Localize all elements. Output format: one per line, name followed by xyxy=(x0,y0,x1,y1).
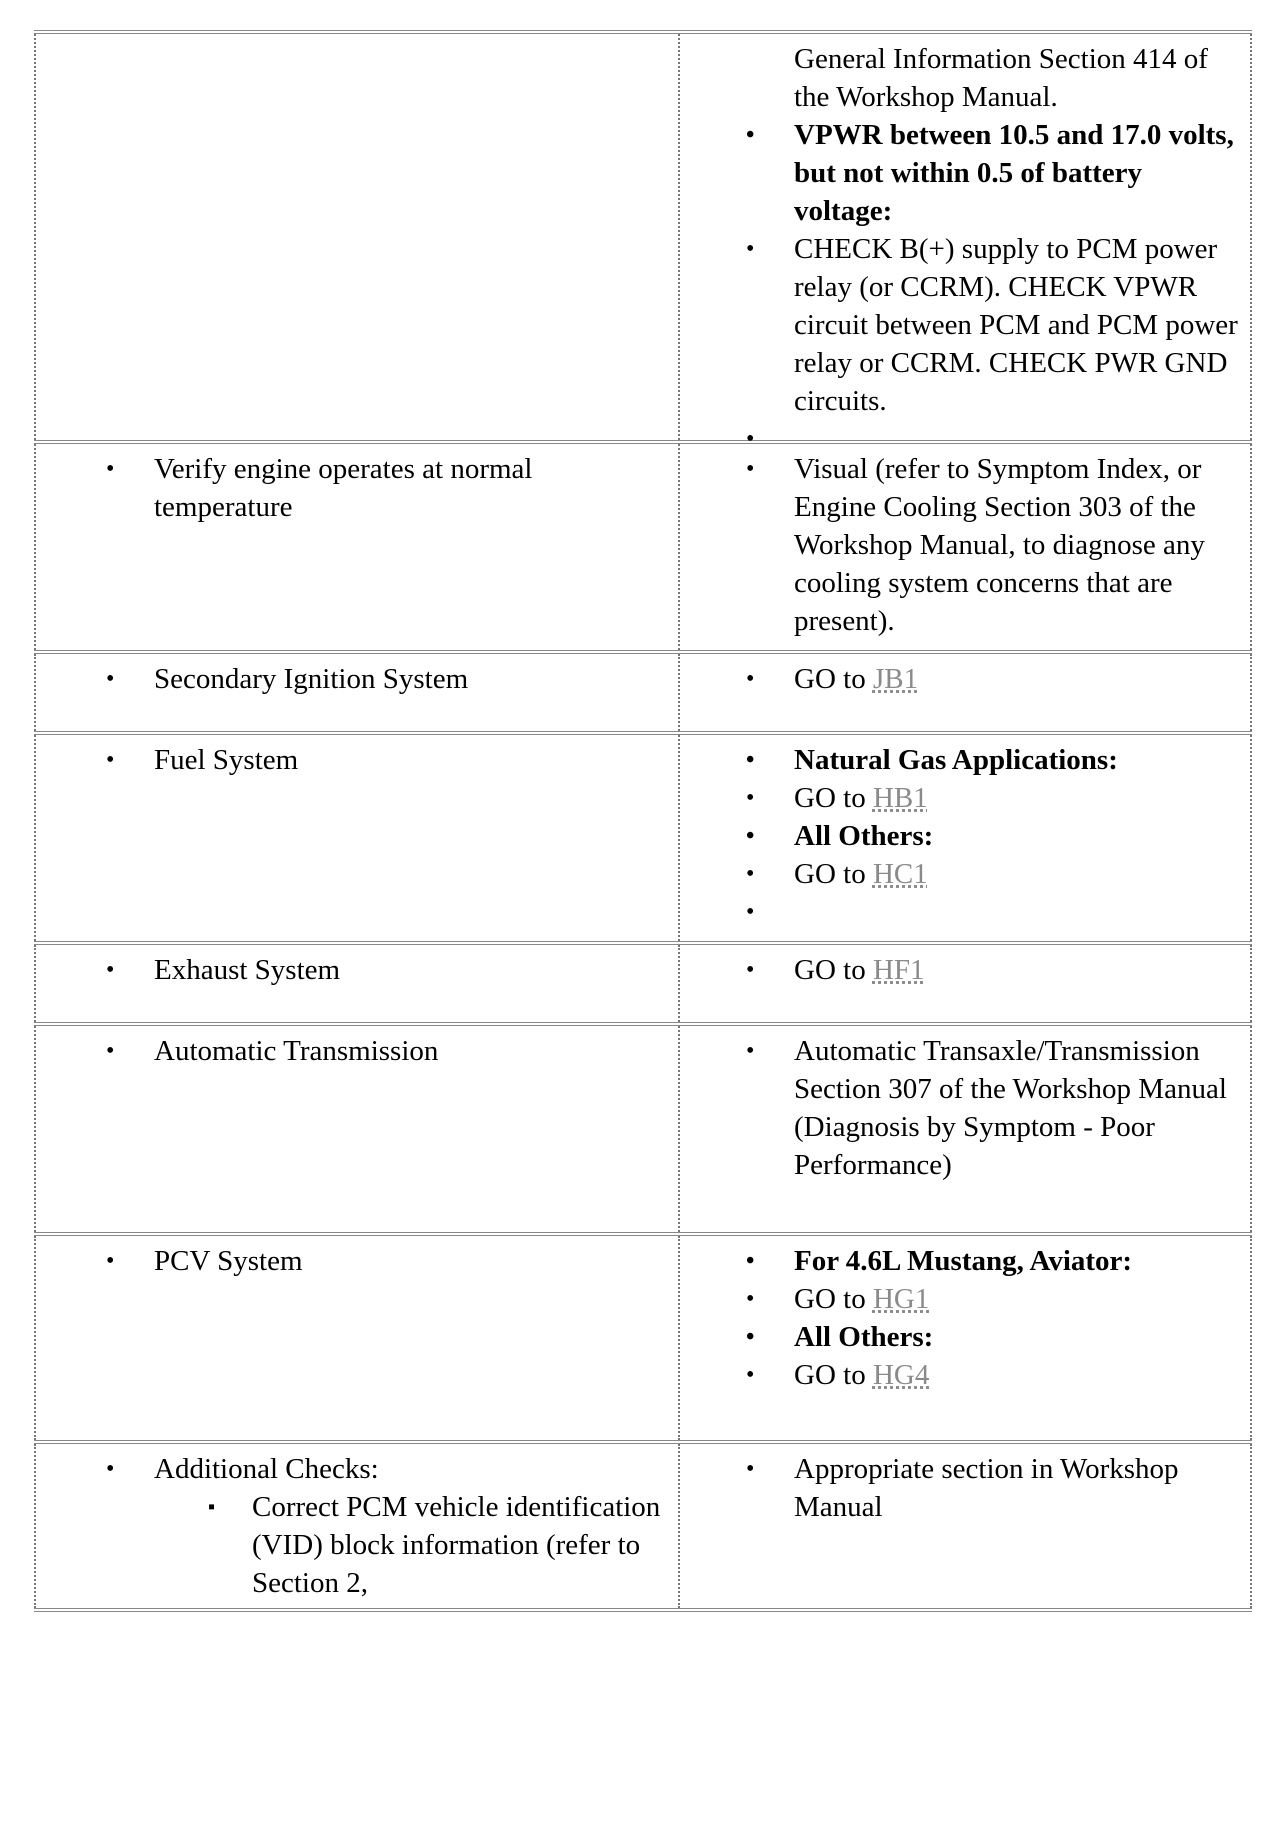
list-item: • VPWR between 10.5 and 17.0 volts, but not within 0.5 of battery voltage: xyxy=(690,116,1240,230)
list-item: • All Others: xyxy=(690,1318,1240,1356)
action-cell xyxy=(678,444,1252,650)
list-item: • Automatic Transaxle/Transmission Section 307 of the Workshop Manual (Diagnosis by Symptom - Poor Performance) xyxy=(690,1032,1240,1184)
list-item-text: GO to xyxy=(794,1283,873,1315)
list-item xyxy=(690,779,1240,817)
list-item-text: GO to xyxy=(794,1359,873,1391)
list-item-text: GO to xyxy=(794,858,873,890)
check-cell xyxy=(34,735,678,941)
link-hg1[interactable]: HG1 xyxy=(872,1283,930,1315)
action-cell xyxy=(678,34,1252,440)
link-hf1[interactable]: HF1 xyxy=(872,954,925,986)
link-hg4[interactable]: HG4 xyxy=(872,1359,930,1391)
check-cell xyxy=(34,654,678,731)
list-item: • Fuel System xyxy=(46,741,668,779)
list-item: • CHECK B(+) supply to PCM power relay (or CCRM). CHECK VPWR circuit between PCM and PCM power relay or CCRM. CHECK PWR GND circuits. xyxy=(690,230,1240,420)
list-item: • PCV System xyxy=(46,1242,668,1280)
link-hc1[interactable]: HC1 xyxy=(872,858,928,890)
list-item: • For 4.6L Mustang, Aviator: xyxy=(690,1242,1240,1280)
check-cell xyxy=(34,1236,678,1440)
list-item: • Verify engine operates at normal temperature xyxy=(46,450,668,526)
list-item: • Automatic Transmission xyxy=(46,1032,668,1070)
action-cell xyxy=(678,735,1252,941)
list-item: • Appropriate section in Workshop Manual xyxy=(690,1450,1240,1526)
table-row xyxy=(34,1440,1252,1612)
action-cell xyxy=(678,1026,1252,1232)
action-cell xyxy=(678,654,1252,731)
sub-list-item: ▪ Correct PCM vehicle identification (VID) block information (refer to Section 2, xyxy=(46,1488,668,1602)
check-cell xyxy=(34,34,678,440)
list-item xyxy=(690,951,1240,989)
list-item-text: GO to xyxy=(794,663,873,695)
list-item: • Secondary Ignition System xyxy=(46,660,668,698)
list-item-text: GO to xyxy=(794,782,873,814)
list-item-text: Additional Checks: xyxy=(154,1453,379,1485)
diagnostic-table xyxy=(34,30,1252,1612)
table-row xyxy=(34,30,1252,440)
check-cell xyxy=(34,945,678,1022)
list-item xyxy=(690,660,1240,698)
list-item xyxy=(690,1280,1240,1318)
list-item xyxy=(690,893,1240,931)
table-row xyxy=(34,731,1252,941)
action-cell xyxy=(678,1444,1252,1608)
list-item xyxy=(690,1356,1240,1394)
link-hb1[interactable]: HB1 xyxy=(872,782,928,814)
table-row xyxy=(34,440,1252,650)
list-item xyxy=(690,855,1240,893)
table-row xyxy=(34,1022,1252,1232)
list-item: • Natural Gas Applications: xyxy=(690,741,1240,779)
list-item: • All Others: xyxy=(690,817,1240,855)
continued-text: General Information Section 414 of the Workshop Manual. xyxy=(794,43,1208,113)
table-row xyxy=(34,941,1252,1022)
list-item: • Visual (refer to Symptom Index, or Engine Cooling Section 303 of the Workshop Manual, to diagnose any cooling system concerns that are present). xyxy=(690,450,1240,640)
check-cell xyxy=(34,1026,678,1232)
action-cell xyxy=(678,1236,1252,1440)
action-cell xyxy=(678,945,1252,1022)
check-cell xyxy=(34,444,678,650)
list-item xyxy=(46,1450,668,1488)
check-cell xyxy=(34,1444,678,1608)
table-row xyxy=(34,1232,1252,1440)
table-row xyxy=(34,650,1252,731)
link-jb1[interactable]: JB1 xyxy=(872,663,919,695)
list-item-text: GO to xyxy=(794,954,873,986)
list-item: • Exhaust System xyxy=(46,951,668,989)
